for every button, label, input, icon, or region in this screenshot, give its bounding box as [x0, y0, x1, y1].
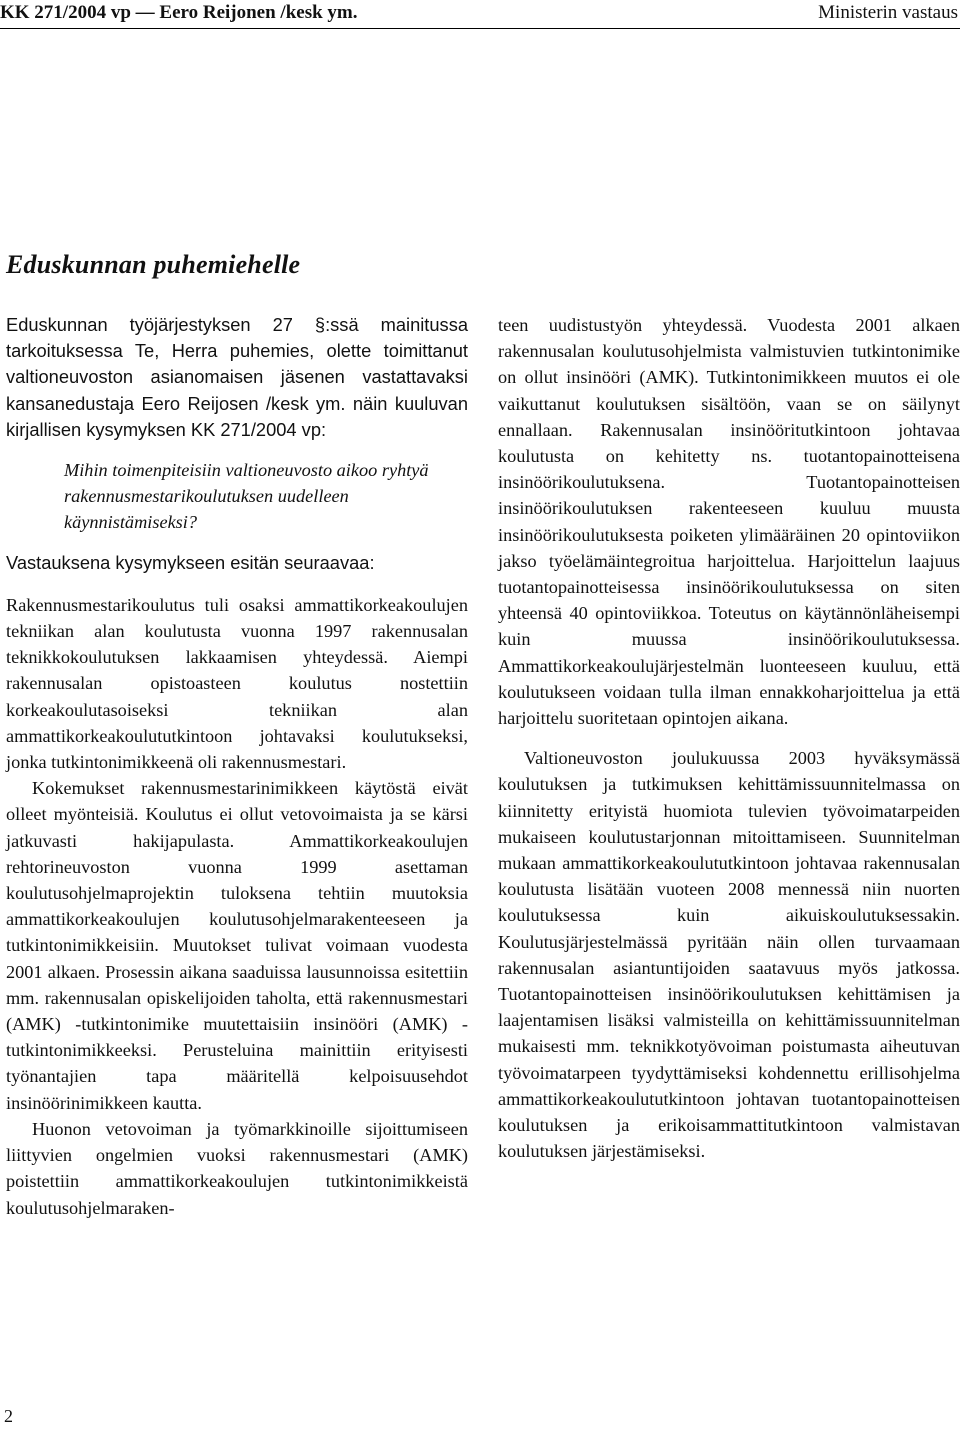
- header-rule: [0, 28, 960, 29]
- question-text: Mihin toimenpiteisiin valtioneuvosto aikoo ryhtyä rakennusmestarikoulutuksen uudelleen käynnistämiseksi?: [64, 460, 429, 533]
- body-paragraph: Kokemukset rakennusmestarinimikkeen käytöstä eivät olleet myönteisiä. Koulutus ei ollut vetovoimaista ja se kärsi jatkuvasti hakijapulasta. Ammattikorkeakoulujen rehtorineuvoston vuonna 1999 asettaman koulutusohjelmaprojektin tuloksena tehtiin muutoksia ammattikorkeakoulujen koulutusohjelmarakenteeseen ja tutkintonimikkeisiin. Muutokset tulivat voimaan vuodesta 2001 alkaen. Prosessin aikana saaduissa lausunnoissa esitettiin mm. rakennusalan opiskelijoiden taholta, että rakennusmestari (AMK) -tutkintonimike muutettaisiin insinööri (AMK) -tutkintonimikkeeksi. Perusteluina mainittiin erityisesti työnantajien tapa määritellä kelpoisuusehdot insinöörinimikkeen kautta.: [6, 778, 468, 1113]
- right-column: [498, 312, 960, 1165]
- body-paragraph: Rakennusmestarikoulutus tuli osaksi ammattikorkeakoulujen tekniikan alan koulutusta vuonna 1997 rakennusalan teknikkokoulutuksen lakkaamisen yhteydessä. Aiempi rakennusalan opistoasteen koulutus nostettiin korkeakoulutasoiseksi tekniikan alan ammattikorkeakoulututkintoon johtavaksi koulutukseksi, jonka tutkintonimikkeenä oli rakennusmestari.: [6, 594, 468, 773]
- body-paragraph: Huonon vetovoiman ja työmarkkinoille sijoittumiseen liittyvien ongelmien vuoksi rakennusmestari (AMK) poistettiin ammattikorkeakoulujen tutkintonimikkeistä koulutusohjelmaraken-: [6, 1118, 468, 1218]
- running-header: [0, 0, 960, 30]
- document-reference: KK 271/2004 vp — Eero Reijonen /kesk ym.: [0, 2, 358, 23]
- page-number: 2: [4, 1406, 13, 1426]
- intro-paragraph: Eduskunnan työjärjestyksen 27 §:ssä mainitussa tarkoituksessa Te, Herra puhemies, olette toimittanut valtioneuvoston asianomaisen jäsenen vastattavaksi kansanedustaja Eero Reijosen /kesk ym. näin kuuluvan kirjallisen kysymyksen KK 271/2004 vp:: [6, 314, 468, 440]
- body-paragraph: teen uudistustyön yhteydessä. Vuodesta 2001 alkaen rakennusalan koulutusohjelmista valmistuvien tutkintonimike on ollut insinööri (AMK). Tutkintonimikkeen muutos ei ole vaikuttanut koulutuksen sisältöön, vaan se on säilynyt ennallaan. Rakennusalan insinööritutkintoon johtavaa koulutusta on kehitetty ns. tuotantopainotteisena insinöörikoulutuksena. Tuotantopainotteisen insinöörikoulutuksen rakenteeseen kuuluu muusta insinöörikoulutuksesta poiketen ylimääräinen 20 opintoviikon jakso työelämäintegroitua harjoittelua. Harjoittelun laajuus tuotantopainotteisessa insinöörikoulutuksessa on siten yhteensä 40 opintoviikkoa. Toteutus on käytännönläheisempi kuin muussa insinöörikoulutuksessa. Ammattikorkeakoulujärjestelmän luonteeseen kuuluu, että koulutukseen voidaan tulla ilman ennakkoharjoittelua ja että harjoittelu suoritetaan opintojen aikana.: [498, 315, 960, 729]
- page-heading: Eduskunnan puhemiehelle: [6, 250, 301, 279]
- body-paragraph: Valtioneuvoston joulukuussa 2003 hyväksymässä koulutuksen ja tutkimuksen kehittämissuunnitelmassa on kiinnitetty erityistä huomiota tulevien työvoimatarpeiden mukaiseen koulutustarjonnan mitoittamiseen. Suunnitelman mukaan ammattikorkeakoulututkintoon johtavaa rakennusalan koulutusta lisätään vuoteen 2008 mennessä niin nuorten koulutuksessa kuin aikuiskoulutuksessakin. Koulutusjärjestelmässä pyritään näin ollen turvaamaan rakennusalan asiantuntijoiden saatavuus myös jatkossa. Tuotantopainotteisen insinöörikoulutuksen kehittämisen ja laajentamisen lisäksi valmisteilla on kehittämissuunnitelman mukaisesti mm. teknikkotyövoiman poistumasta aiheutuvan työvoimatarpeen tyydyttämiseksi kohdennettu erillisohjelma ammattikorkeakoulututkintoon johtavan tuotantopainotteisen koulutuksen ja erikoisammattitutkintoon valmistavan koulutuksen järjestämiseksi.: [498, 748, 960, 1162]
- answer-lead: Vastauksena kysymykseen esitän seuraavaa:: [6, 551, 375, 573]
- left-column: [6, 312, 468, 1221]
- section-label: Ministerin vastaus: [818, 2, 958, 23]
